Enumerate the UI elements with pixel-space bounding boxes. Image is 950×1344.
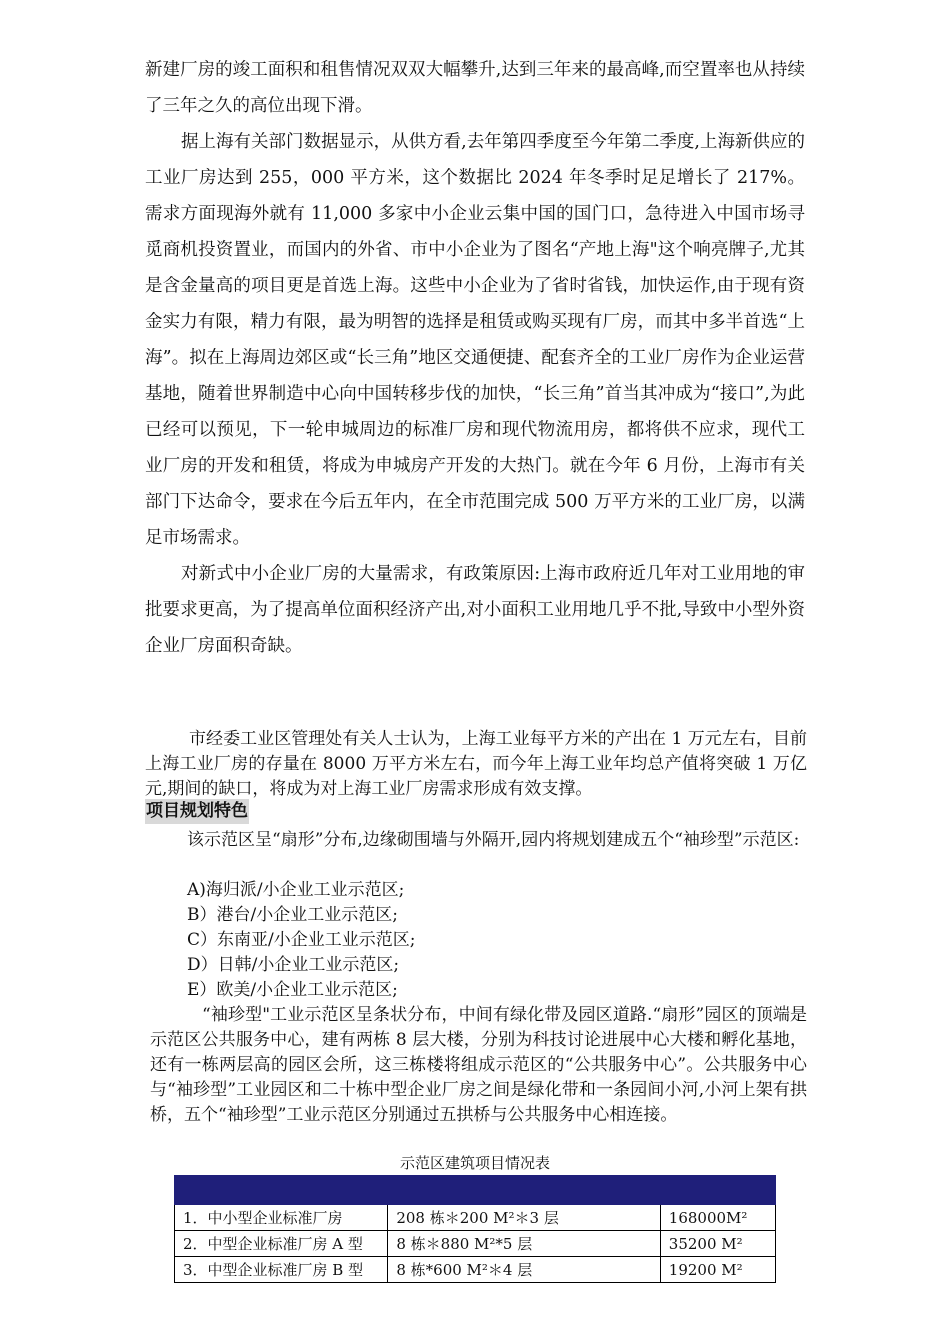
- table-row: [175, 1205, 776, 1231]
- body-text-block: [145, 52, 805, 664]
- table-row: [175, 1257, 776, 1283]
- layout-text-block: [145, 828, 807, 853]
- service-text-block: [150, 1003, 807, 1128]
- table-header-cell: [175, 1176, 388, 1205]
- list-item: C）东南亚/小企业工业示范区;: [187, 930, 416, 950]
- table-header-row: [175, 1176, 776, 1205]
- list-item: B）港台/小企业工业示范区;: [187, 905, 398, 925]
- table-cell-area: 35200 M²: [660, 1231, 775, 1257]
- table-cell-name: 3．中型企业标准厂房 B 型: [175, 1257, 388, 1283]
- table-header-cell: [660, 1176, 775, 1205]
- table-cell-spec: 8 栋＊880 M²*5 层: [388, 1231, 660, 1257]
- market-text-block: [145, 727, 807, 802]
- table-header-cell: [388, 1176, 660, 1205]
- project-table: [174, 1175, 776, 1283]
- table-cell-name: 2．中型企业标准厂房 A 型: [175, 1231, 388, 1257]
- table-cell-area: 168000M²: [660, 1205, 775, 1231]
- table-row: [175, 1231, 776, 1257]
- list-item: D）日韩/小企业工业示范区;: [187, 955, 400, 975]
- table-caption: 示范区建筑项目情况表: [399, 1154, 550, 1172]
- paragraph-policy: 对新式中小企业厂房的大量需求，有政策原因:上海市政府近几年对工业用地的审批要求更高，为了提高单位面积经济产出,对小面积工业用地几乎不批,导致中小型外资企业厂房面积奇缺。: [145, 564, 805, 656]
- paragraph-service-center: “袖珍型"工业示范区呈条状分布，中间有绿化带及园区道路.“扇形”园区的顶端是示范区公共服务中心，建有两栋 8 层大楼，分别为科技讨论进展中心大楼和孵化基地，还有一栋两层高的园区会所，这三栋楼将组成示范区的“公共服务中心”。公共服务中心与“袖珍型”工业园区和二十栋中型企业厂房之间是绿化带和一条园间小河,小河上架有拱桥，五个“袖珍型”工业示范区分别通过五拱桥与公共服务中心相连接。: [150, 1005, 807, 1125]
- table-cell-spec: 208 栋＊200 M²＊3 层: [388, 1205, 660, 1231]
- table-cell-spec: 8 栋*600 M²＊4 层: [388, 1257, 660, 1283]
- paragraph-market-gap: 市经委工业区管理处有关人士认为，上海工业每平方米的产出在 1 万元左右，目前上海工业厂房的存量在 8000 万平方米左右，而今年上海工业年均总产值将突破 1 万亿元,期间的缺口，将成为对上海工业厂房需求形成有效支撑。: [145, 729, 807, 799]
- list-item: A)海归派/小企业工业示范区;: [187, 880, 405, 900]
- table-cell-area: 19200 M²: [660, 1257, 775, 1283]
- zone-list: [187, 878, 415, 1003]
- list-item: E）欧美/小企业工业示范区;: [187, 980, 398, 1000]
- paragraph-completion: 新建厂房的竣工面积和租售情况双双大幅攀升,达到三年来的最高峰,而空置率也从持续了三年之久的高位出现下滑。: [145, 60, 805, 116]
- table-cell-name: 1．中小型企业标准厂房: [175, 1205, 388, 1231]
- paragraph-layout: 该示范区呈“扇形”分布,边缘砌围墙与外隔开,园内将规划建成五个“袖珍型”示范区:: [187, 830, 800, 850]
- paragraph-supply-demand: 据上海有关部门数据显示，从供方看,去年第四季度至今年第二季度,上海新供应的工业厂房达到 255，000 平方米，这个数据比 2024 年冬季时足足增长了 217%。需求方面现海外就有 11,000 多家中小企业云集中国的国门口，急待进入中国市场寻觅商机投资置业，而国内的外省、市中小企业为了图名“产地上海"这个响亮牌子,尤其是含金量高的项目更是首选上海。这些中小企业为了省时省钱，加快运作,由于现有资金实力有限，精力有限，最为明智的选择是租赁或购买现有厂房，而其中多半首选“上海”。拟在上海周边郊区或“长三角”地区交通便捷、配套齐全的工业厂房作为企业运营基地，随着世界制造中心向中国转移步伐的加快，“长三角”首当其冲成为“接口”,为此已经可以预见，下一轮申城周边的标准厂房和现代物流用房，都将供不应求，现代工业厂房的开发和租赁，将成为申城房产开发的大热门。就在今年 6 月份，上海市有关部门下达命令，要求在今后五年内，在全市范围完成 500 万平方米的工业厂房，以满足市场需求。: [145, 132, 805, 548]
- section-heading: 项目规划特色: [145, 799, 249, 824]
